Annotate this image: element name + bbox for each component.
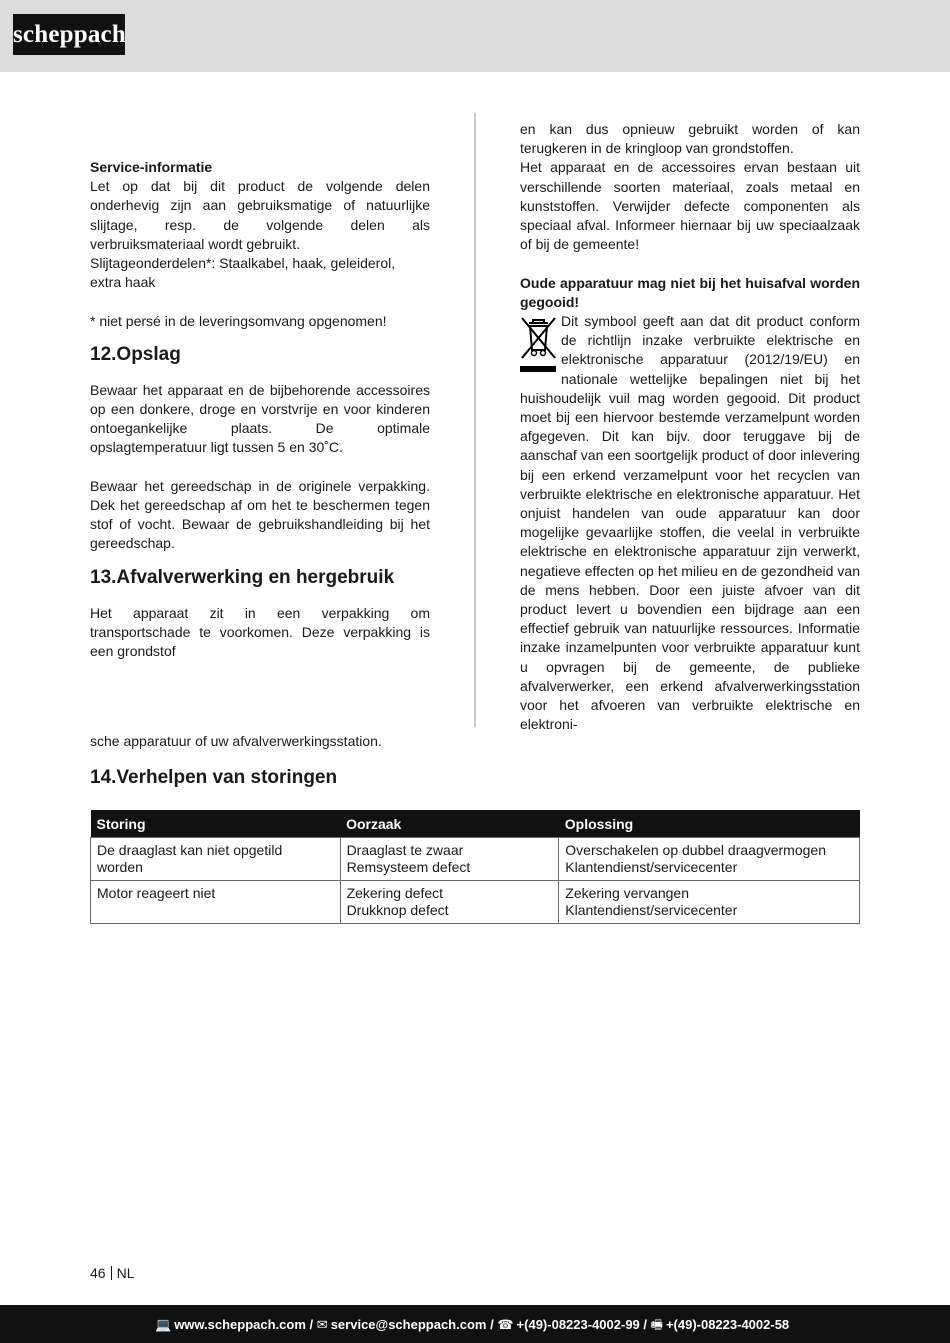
continuation-text: sche apparatuur of uw afvalverwerkingsstation.	[90, 733, 382, 749]
table-cell	[91, 881, 341, 924]
email-link[interactable]: service@scheppach.com	[330, 1317, 487, 1332]
table-row	[91, 881, 860, 924]
footer-separator: /	[490, 1317, 494, 1332]
page-header	[0, 0, 950, 72]
left-column	[90, 158, 430, 661]
weee-paragraph: Dit symbool geeft aan dat dit product conform de richtlijn inzake verbruikte elektrische en elektronische apparatuur (2012/19/EU) en nationale wettelijke bepalingen niet bij het huishoudelijk vuil mag worden gegooid. Dit product moet bij een hiervoor bestemde verzamelpunt worden afgegeven. Dit kan bijv. door teruggave bij de aanschaf van een soortgelijk product of door inlevering bij een erkend verzamelpunt voor het recyclen van verbruikte elektrische en elektronische apparatuur. Het onjuist handelen van oude apparatuur kan door mogelijke gevaarlijke stoffen, die veelal in verbruikte elektrische en elektronische apparatuur zijn verwerkt, negatieve effecten op het milieu en de gezondheid van de mens hebben. Door een juiste afvoer van dit product levert u bovendien een bijdrage aan een effectief gebruik van natuurlijke ressources. Informatie inzake inzamelpunten voor verbruikte apparatuur kunt u opvragen bij de gemeente, de publieke afvalverwerker, een erkend afvalverwerkingsstation voor het afvoeren van verbruikte elektrische en elektroni-	[520, 313, 860, 733]
table-cell	[559, 838, 860, 881]
disposal-paragraph: Het apparaat zit in een verpakking om transportschade te voorkomen. Deze verpakking is een grondstof	[90, 604, 430, 660]
fax-icon: 🖷	[650, 1317, 663, 1332]
column-header-oorzaak: Oorzaak	[340, 810, 559, 838]
page-number-value: 46	[90, 1265, 106, 1281]
service-note: * niet persé in de leveringsomvang opgenomen!	[90, 312, 387, 329]
page-number	[90, 1265, 134, 1281]
computer-icon: 💻	[155, 1317, 172, 1332]
cell-line: Drukknop defect	[346, 902, 449, 918]
right-column	[520, 120, 860, 734]
phone-icon: ☎	[497, 1317, 514, 1332]
footer-separator: /	[309, 1317, 314, 1332]
section-13-number: 13.	[90, 566, 117, 588]
website-link[interactable]: www.scheppach.com	[174, 1317, 306, 1332]
cell-line: De draaglast kan niet opgetild	[97, 842, 283, 858]
cell-line: worden	[97, 859, 143, 875]
table-cell	[340, 881, 559, 924]
brand-logo: scheppach	[13, 14, 125, 55]
cell-line: Zekering vervangen	[565, 885, 690, 901]
cell-line: Overschakelen op dubbel draagvermogen	[565, 842, 826, 858]
section-13-heading	[90, 566, 430, 590]
wear-parts-paragraph: Slijtageonderdelen*: Staalkabel, haak, geleiderol, extra haak	[90, 255, 396, 291]
section-12-number: 12.	[90, 343, 117, 365]
storage-paragraph-1: Bewaar het apparaat en de bijbehorende accessoires op een donkere, droge en vorstvrije en voor kinderen ontoegankelijke plaats. De optimale opslagtemperatuur ligt tussen 5 en 30˚C.	[90, 381, 430, 456]
section-12-heading	[90, 343, 430, 367]
section-14-number: 14.	[90, 767, 117, 788]
footer-separator: /	[643, 1317, 648, 1332]
recycle-paragraph: en kan dus opnieuw gebruikt worden of kan terugkeren in de kringloop van grondstoffen.	[520, 121, 860, 157]
cell-line: Zekering defect	[346, 885, 444, 901]
table-header-row	[91, 810, 860, 838]
crossed-out-bin-icon	[520, 314, 557, 372]
table-row	[91, 838, 860, 881]
cell-line: Klantendienst/servicecenter	[565, 902, 738, 918]
page-footer	[0, 1305, 950, 1343]
section-13-title: Afvalverwerking en hergebruik	[116, 566, 395, 588]
phone-number: +(49)-08223-4002-99	[516, 1317, 640, 1332]
household-waste-warning: Oude apparatuur mag niet bij het huisafval worden gegooid!	[520, 274, 860, 310]
column-divider	[474, 113, 476, 727]
cell-line: Motor reageert niet	[97, 885, 216, 901]
troubleshooting-table	[90, 810, 860, 924]
section-14-heading	[90, 766, 337, 790]
table-cell	[559, 881, 860, 924]
cell-line: Draaglast te zwaar	[346, 842, 464, 858]
service-paragraph: Let op dat bij dit product de volgende delen onderhevig zijn aan gebruiksmatige of natuurlijke slijtage, resp. de volgende delen als verbruiksmateriaal wordt gebruikt.	[90, 178, 430, 252]
page-language: NL	[116, 1265, 135, 1281]
column-header-storing: Storing	[91, 810, 341, 838]
cell-line: Remsysteem defect	[346, 859, 471, 875]
service-heading: Service-informatie	[90, 159, 213, 175]
mail-icon: ✉	[316, 1317, 328, 1332]
storage-paragraph-2: Bewaar het gereedschap in de originele verpakking. Dek het gereedschap af om het te beschermen tegen stof of vocht. Bewaar de gebruikshandleiding bij het gereedschap.	[90, 477, 430, 552]
fax-number: +(49)-08223-4002-58	[665, 1317, 790, 1332]
cell-line: Klantendienst/servicecenter	[565, 859, 738, 875]
column-header-oplossing: Oplossing	[559, 810, 860, 838]
materials-paragraph: Het apparaat en de accessoires ervan bestaan uit verschillende soorten materiaal, zoals metaal en kunststoffen. Verwijder defecte componenten als speciaal afval. Informeer hiernaar bij uw speciaalzaak of bij de gemeente!	[520, 159, 860, 253]
table-cell	[91, 838, 341, 881]
table-cell	[340, 838, 559, 881]
section-14-title: Verhelpen van storingen	[116, 767, 338, 788]
section-12-title: Opslag	[116, 343, 181, 365]
